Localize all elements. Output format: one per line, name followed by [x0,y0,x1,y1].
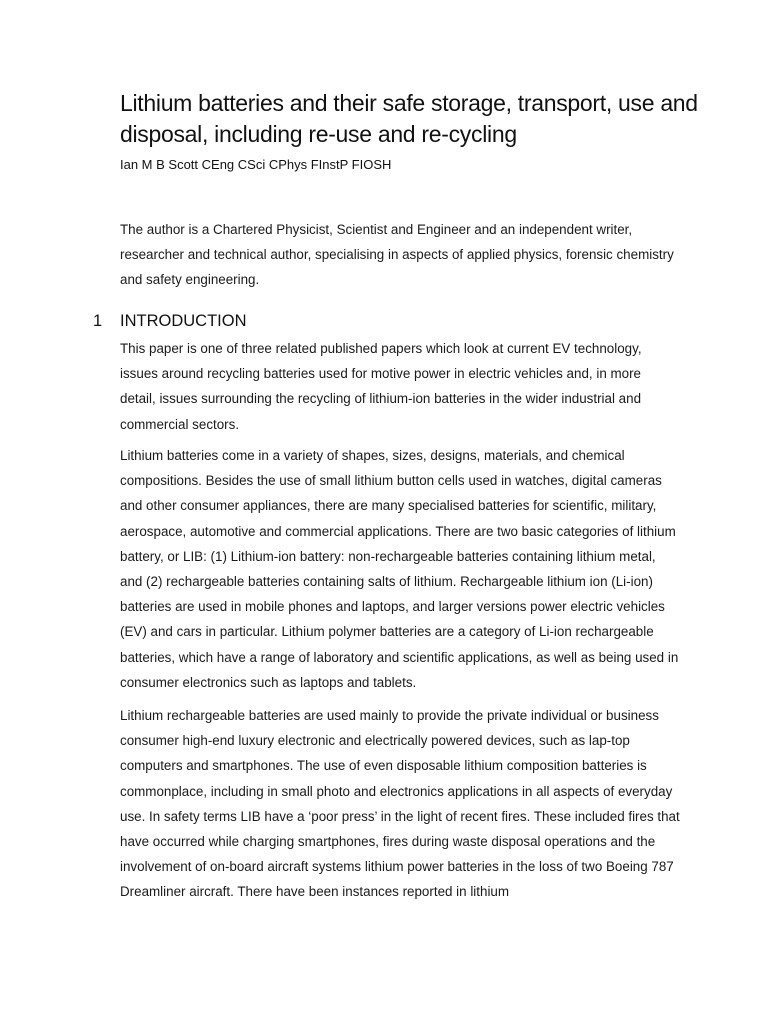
author-line: Ian M B Scott CEng CSci CPhys FInstP FIOSH [120,157,392,172]
paper-title: Lithium batteries and their safe storage, transport, use and disposal, including re-use and re-cycling [120,90,698,147]
section-number: 1 [93,312,103,330]
section-heading-introduction [93,311,247,331]
section-title: INTRODUCTION [120,312,247,330]
body-paragraph: This paper is one of three related published papers which look at current EV technology, issues around recycling batteries used for motive power in electric vehicles and, in more detail, issues surrounding the recycling of lithium-ion batteries in the wider industrial and commercial sectors. [120,341,642,432]
body-paragraph: Lithium batteries come in a variety of shapes, sizes, designs, materials, and chemical compositions. Besides the use of small lithium button cells used in watches, digital cameras and other consumer appliances, there are many specialised batteries for scientific, military, aerospace, automotive and commercial applications. There are two basic categories of lithium battery, or LIB: (1) Lithium-ion battery: non-rechargeable batteries containing lithium metal, and (2) rechargeable batteries containing salts of lithium. Rechargeable lithium ion (Li-ion) batteries are used in mobile phones and laptops, and larger versions power electric vehicles (EV) and cars in particular. Lithium polymer batteries are a category of Li-ion rechargeable batteries, which have a range of laboratory and scientific applications, as well as being used in consumer electronics such as laptops and tablets. [120,448,679,690]
author-note-paragraph: The author is a Chartered Physicist, Scientist and Engineer and an independent writer, researcher and technical author, specialising in aspects of applied physics, forensic chemistry and safety engineering. [120,222,674,288]
body-paragraph: Lithium rechargeable batteries are used mainly to provide the private individual or business consumer high-end luxury electronic and electrically powered devices, such as lap-top computers and smartphones. The use of even disposable lithium composition batteries is commonplace, including in small photo and electronics applications in all aspects of everyday use. In safety terms LIB have a ‘poor press’ in the light of recent fires. These included fires that have occurred while charging smartphones, fires during waste disposal operations and the involvement of on-board aircraft systems lithium power batteries in the loss of two Boeing 787 Dreamliner aircraft. There have been instances reported in lithium [120,708,680,900]
